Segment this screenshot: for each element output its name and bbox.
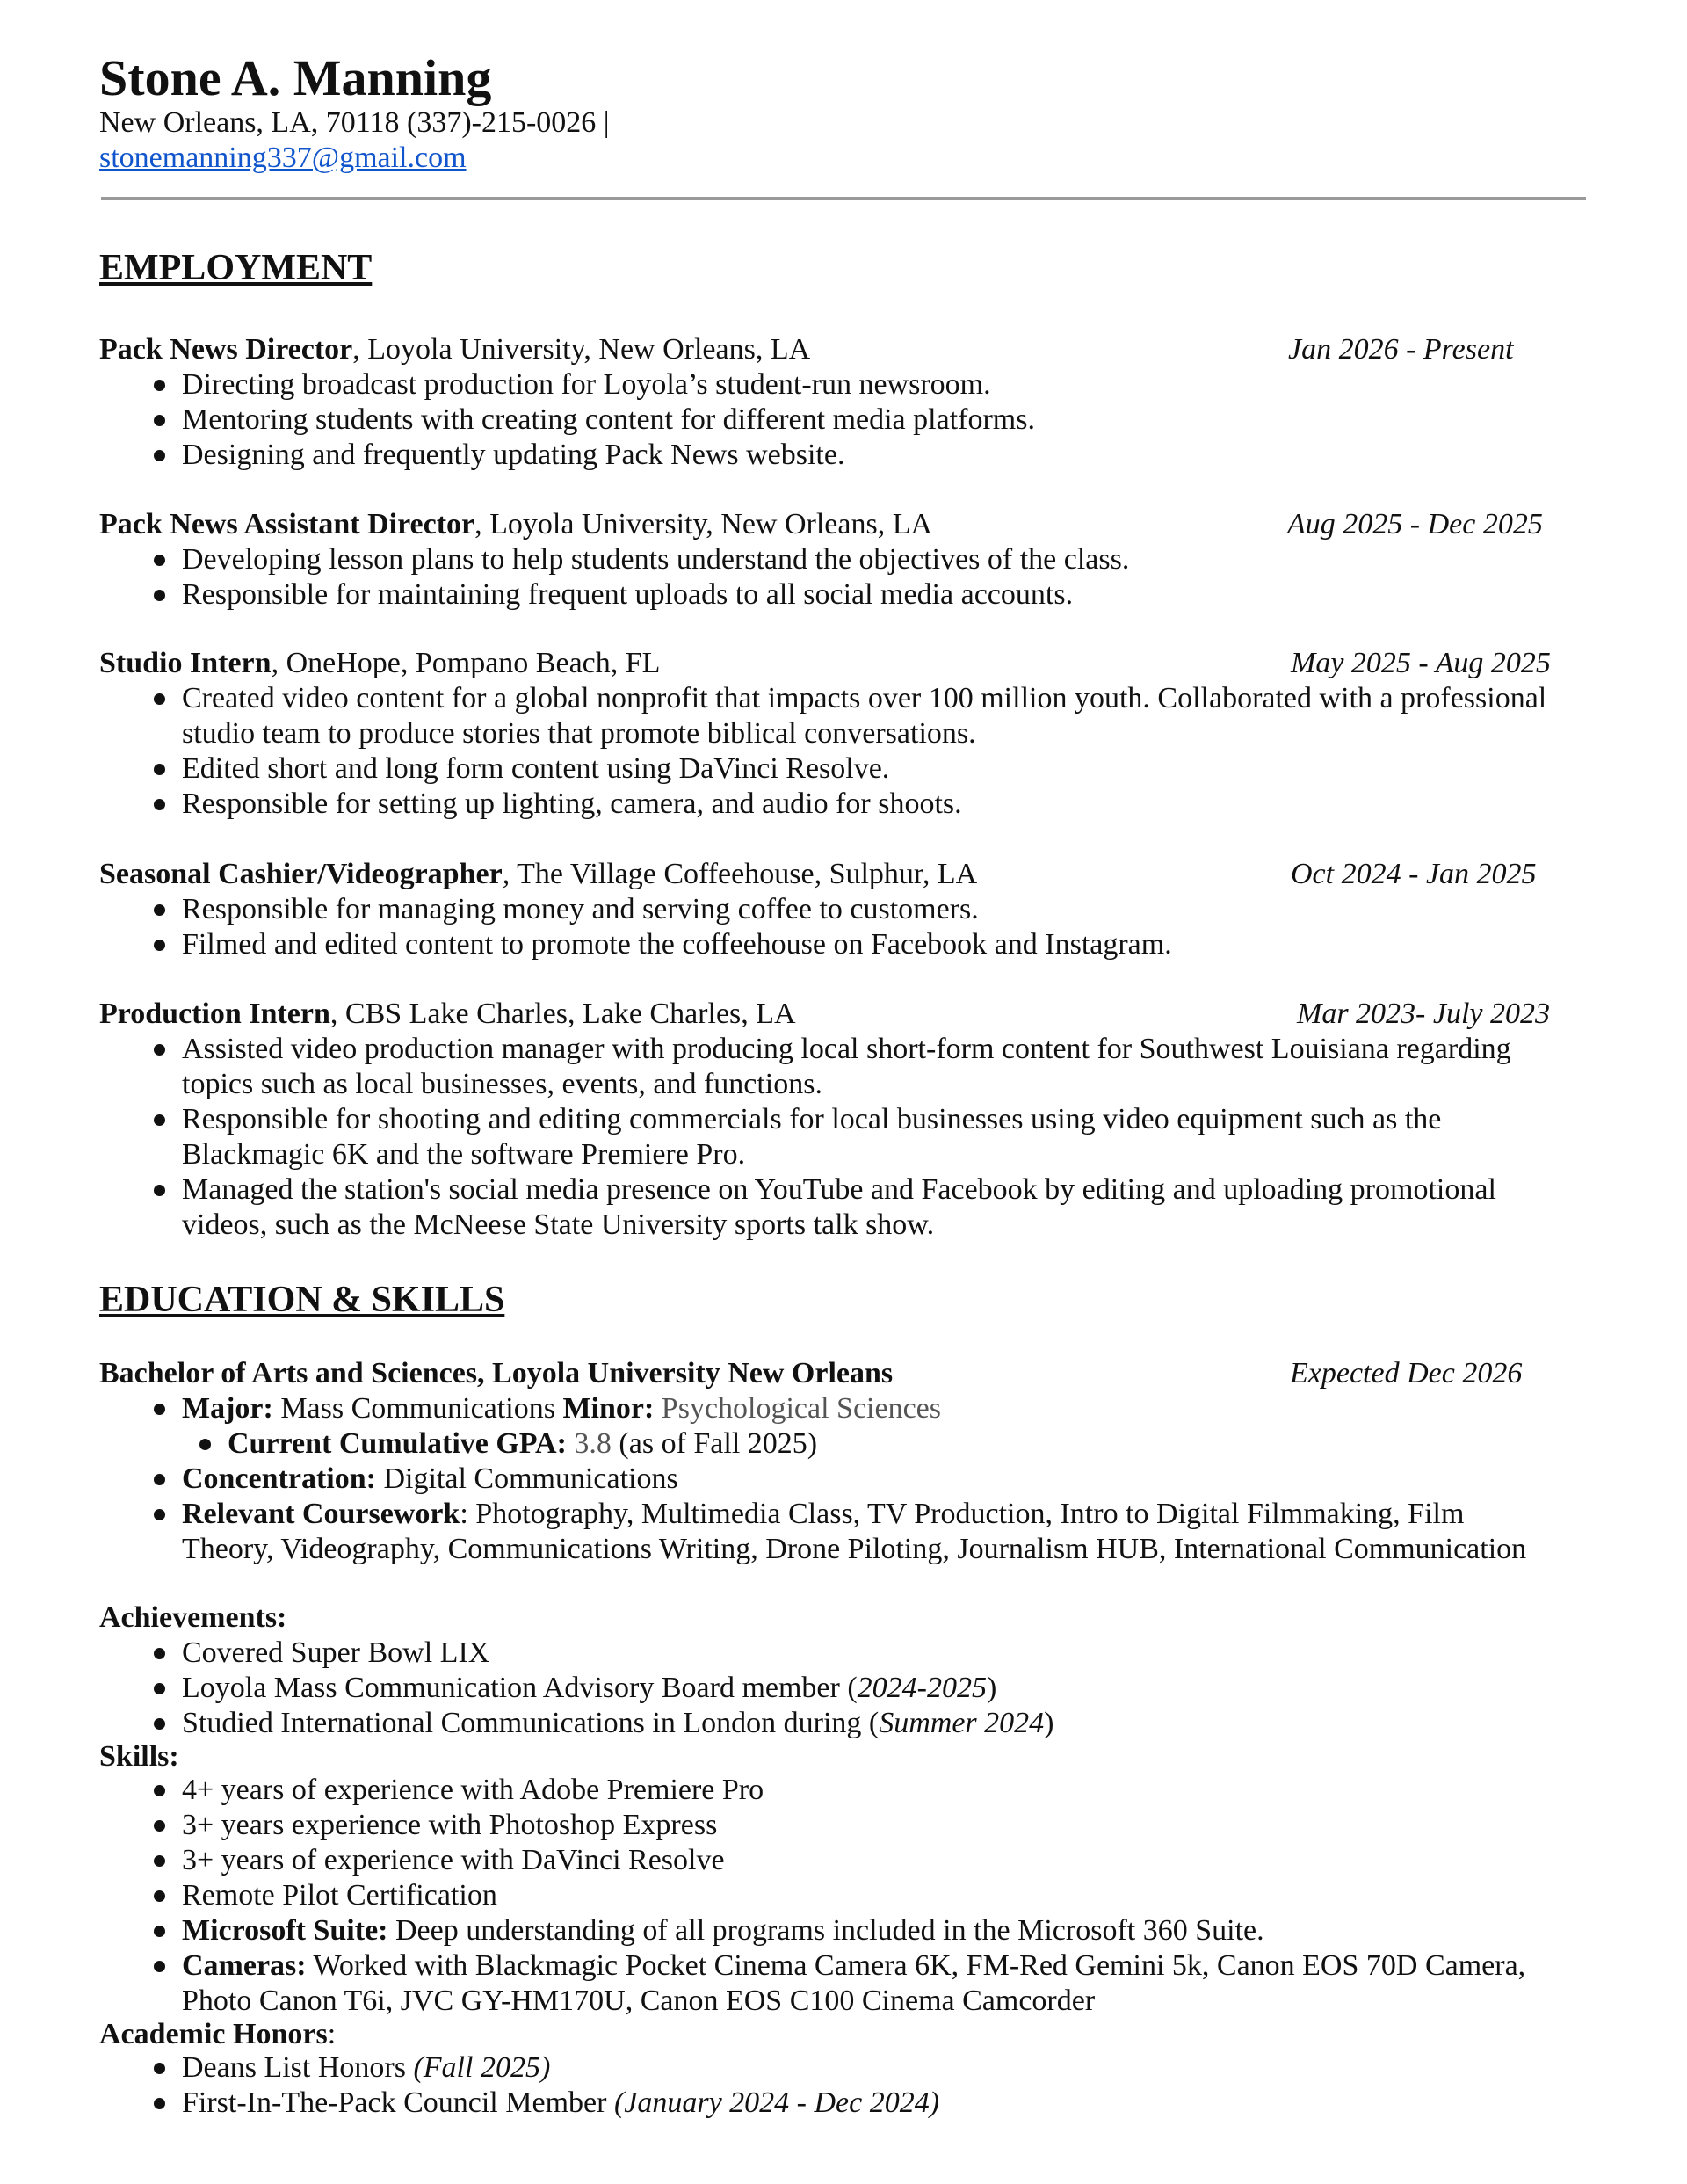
job-org: , The Village Coffeehouse, Sulphur, LA bbox=[502, 858, 978, 890]
job-dates: May 2025 - Aug 2025 bbox=[1291, 647, 1551, 679]
contact-info bbox=[99, 105, 610, 176]
job-dates: Mar 2023- July 2023 bbox=[1297, 998, 1551, 1030]
job-entry bbox=[99, 857, 1558, 962]
job-org: , OneHope, Pompano Beach, FL bbox=[271, 647, 661, 679]
list-item: Cameras: Worked with Blackmagic Pocket Cinema Camera 6K, FM-Red Gemini 5k, Canon EOS 70D Camera, Photo Canon T6i, JVC GY-HM170U, Canon EOS C100 Cinema Camcorder bbox=[99, 1948, 1558, 2019]
list-item: Assisted video production manager with producing local short-form content for Southwest Louisiana regarding topics such as local businesses, events, and functions. bbox=[99, 1032, 1558, 1102]
job-org: , CBS Lake Charles, Lake Charles, LA bbox=[329, 998, 796, 1030]
list-item: Mentoring students with creating content for different media platforms. bbox=[99, 403, 1558, 438]
degree-date: Expected Dec 2026 bbox=[1290, 1357, 1523, 1389]
list-item: Responsible for shooting and editing commercials for local businesses using video equipment such as the Blackmagic 6K and the software Premiere Pro. bbox=[99, 1102, 1558, 1172]
list-item: Responsible for maintaining frequent uploads to all social media accounts. bbox=[99, 577, 1558, 613]
employment-heading: EMPLOYMENT bbox=[99, 248, 373, 288]
job-title: Studio Intern bbox=[99, 647, 272, 679]
list-item: Remote Pilot Certification bbox=[99, 1878, 1558, 1913]
list-item: Microsoft Suite: Deep understanding of all programs included in the Microsoft 360 Suite. bbox=[99, 1913, 1558, 1948]
list-item: Developing lesson plans to help students understand the objectives of the class. bbox=[99, 542, 1558, 577]
list-item: Filmed and edited content to promote the coffeehouse on Facebook and Instagram. bbox=[99, 927, 1558, 962]
job-dates: Jan 2026 - Present bbox=[1288, 333, 1514, 366]
job-entry bbox=[99, 332, 1558, 473]
list-item: 3+ years of experience with DaVinci Resolve bbox=[99, 1843, 1558, 1878]
job-org: , Loyola University, New Orleans, LA bbox=[352, 333, 811, 366]
list-item: Loyola Mass Communication Advisory Board member (2024-2025) bbox=[99, 1671, 1558, 1706]
job-entry bbox=[99, 997, 1558, 1243]
list-item: Major: Mass Communications Minor: Psychological Sciences bbox=[99, 1391, 1558, 1426]
job-entry bbox=[99, 507, 1558, 613]
list-item: Created video content for a global nonprofit that impacts over 100 million youth. Collaborated with a professional studio team to produce stories that promote biblical conversations. bbox=[99, 681, 1558, 751]
degree-title: Bachelor of Arts and Sciences, Loyola University New Orleans bbox=[99, 1357, 894, 1389]
list-item: Current Cumulative GPA: 3.8 (as of Fall 2025) bbox=[99, 1426, 1558, 1462]
skills-label: Skills: bbox=[99, 1740, 179, 1773]
education-heading: EDUCATION & SKILLS bbox=[99, 1280, 505, 1320]
list-item: First-In-The-Pack Council Member (January 2024 - Dec 2024) bbox=[99, 2086, 1558, 2121]
list-item: Concentration: Digital Communications bbox=[99, 1462, 1558, 1497]
list-item: Studied International Communications in London during (Summer 2024) bbox=[99, 1706, 1558, 1741]
job-title: Seasonal Cashier/Videographer bbox=[99, 858, 503, 890]
job-entry bbox=[99, 646, 1558, 822]
header-divider bbox=[101, 197, 1586, 200]
job-title: Pack News Assistant Director bbox=[99, 508, 475, 541]
candidate-name: Stone A. Manning bbox=[99, 49, 492, 106]
job-dates: Aug 2025 - Dec 2025 bbox=[1287, 508, 1543, 541]
list-item: 4+ years of experience with Adobe Premiere Pro bbox=[99, 1773, 1558, 1808]
job-title: Production Intern bbox=[99, 998, 330, 1030]
list-item: Edited short and long form content using DaVinci Resolve. bbox=[99, 751, 1558, 787]
honors-label: Academic Honors: bbox=[99, 2018, 337, 2050]
list-item: Deans List Honors (Fall 2025) bbox=[99, 2050, 1558, 2086]
job-title: Pack News Director bbox=[99, 333, 353, 366]
list-item: Covered Super Bowl LIX bbox=[99, 1636, 1558, 1671]
list-item: Managed the station's social media presence on YouTube and Facebook by editing and uploading promotional videos, such as the McNeese State University sports talk show. bbox=[99, 1172, 1558, 1243]
list-item: Designing and frequently updating Pack News website. bbox=[99, 438, 1558, 473]
list-item: Responsible for setting up lighting, camera, and audio for shoots. bbox=[99, 787, 1558, 822]
job-org: , Loyola University, New Orleans, LA bbox=[474, 508, 933, 541]
achievements-section bbox=[99, 1600, 1558, 2121]
education-entry bbox=[99, 1356, 1558, 1567]
achievements-label: Achievements: bbox=[99, 1601, 287, 1634]
list-item: 3+ years experience with Photoshop Express bbox=[99, 1808, 1558, 1843]
job-dates: Oct 2024 - Jan 2025 bbox=[1291, 858, 1537, 890]
list-item: Relevant Coursework: Photography, Multimedia Class, TV Production, Intro to Digital Filmmaking, Film Theory, Videography, Communications Writing, Drone Piloting, Journalism HUB, International Communication bbox=[99, 1497, 1558, 1567]
email-link[interactable]: stonemanning337@gmail.com bbox=[99, 141, 467, 174]
list-item: Directing broadcast production for Loyola’s student-run newsroom. bbox=[99, 367, 1558, 403]
contact-line: New Orleans, LA, 70118 (337)-215-0026 | bbox=[99, 106, 610, 139]
list-item: Responsible for managing money and serving coffee to customers. bbox=[99, 892, 1558, 927]
